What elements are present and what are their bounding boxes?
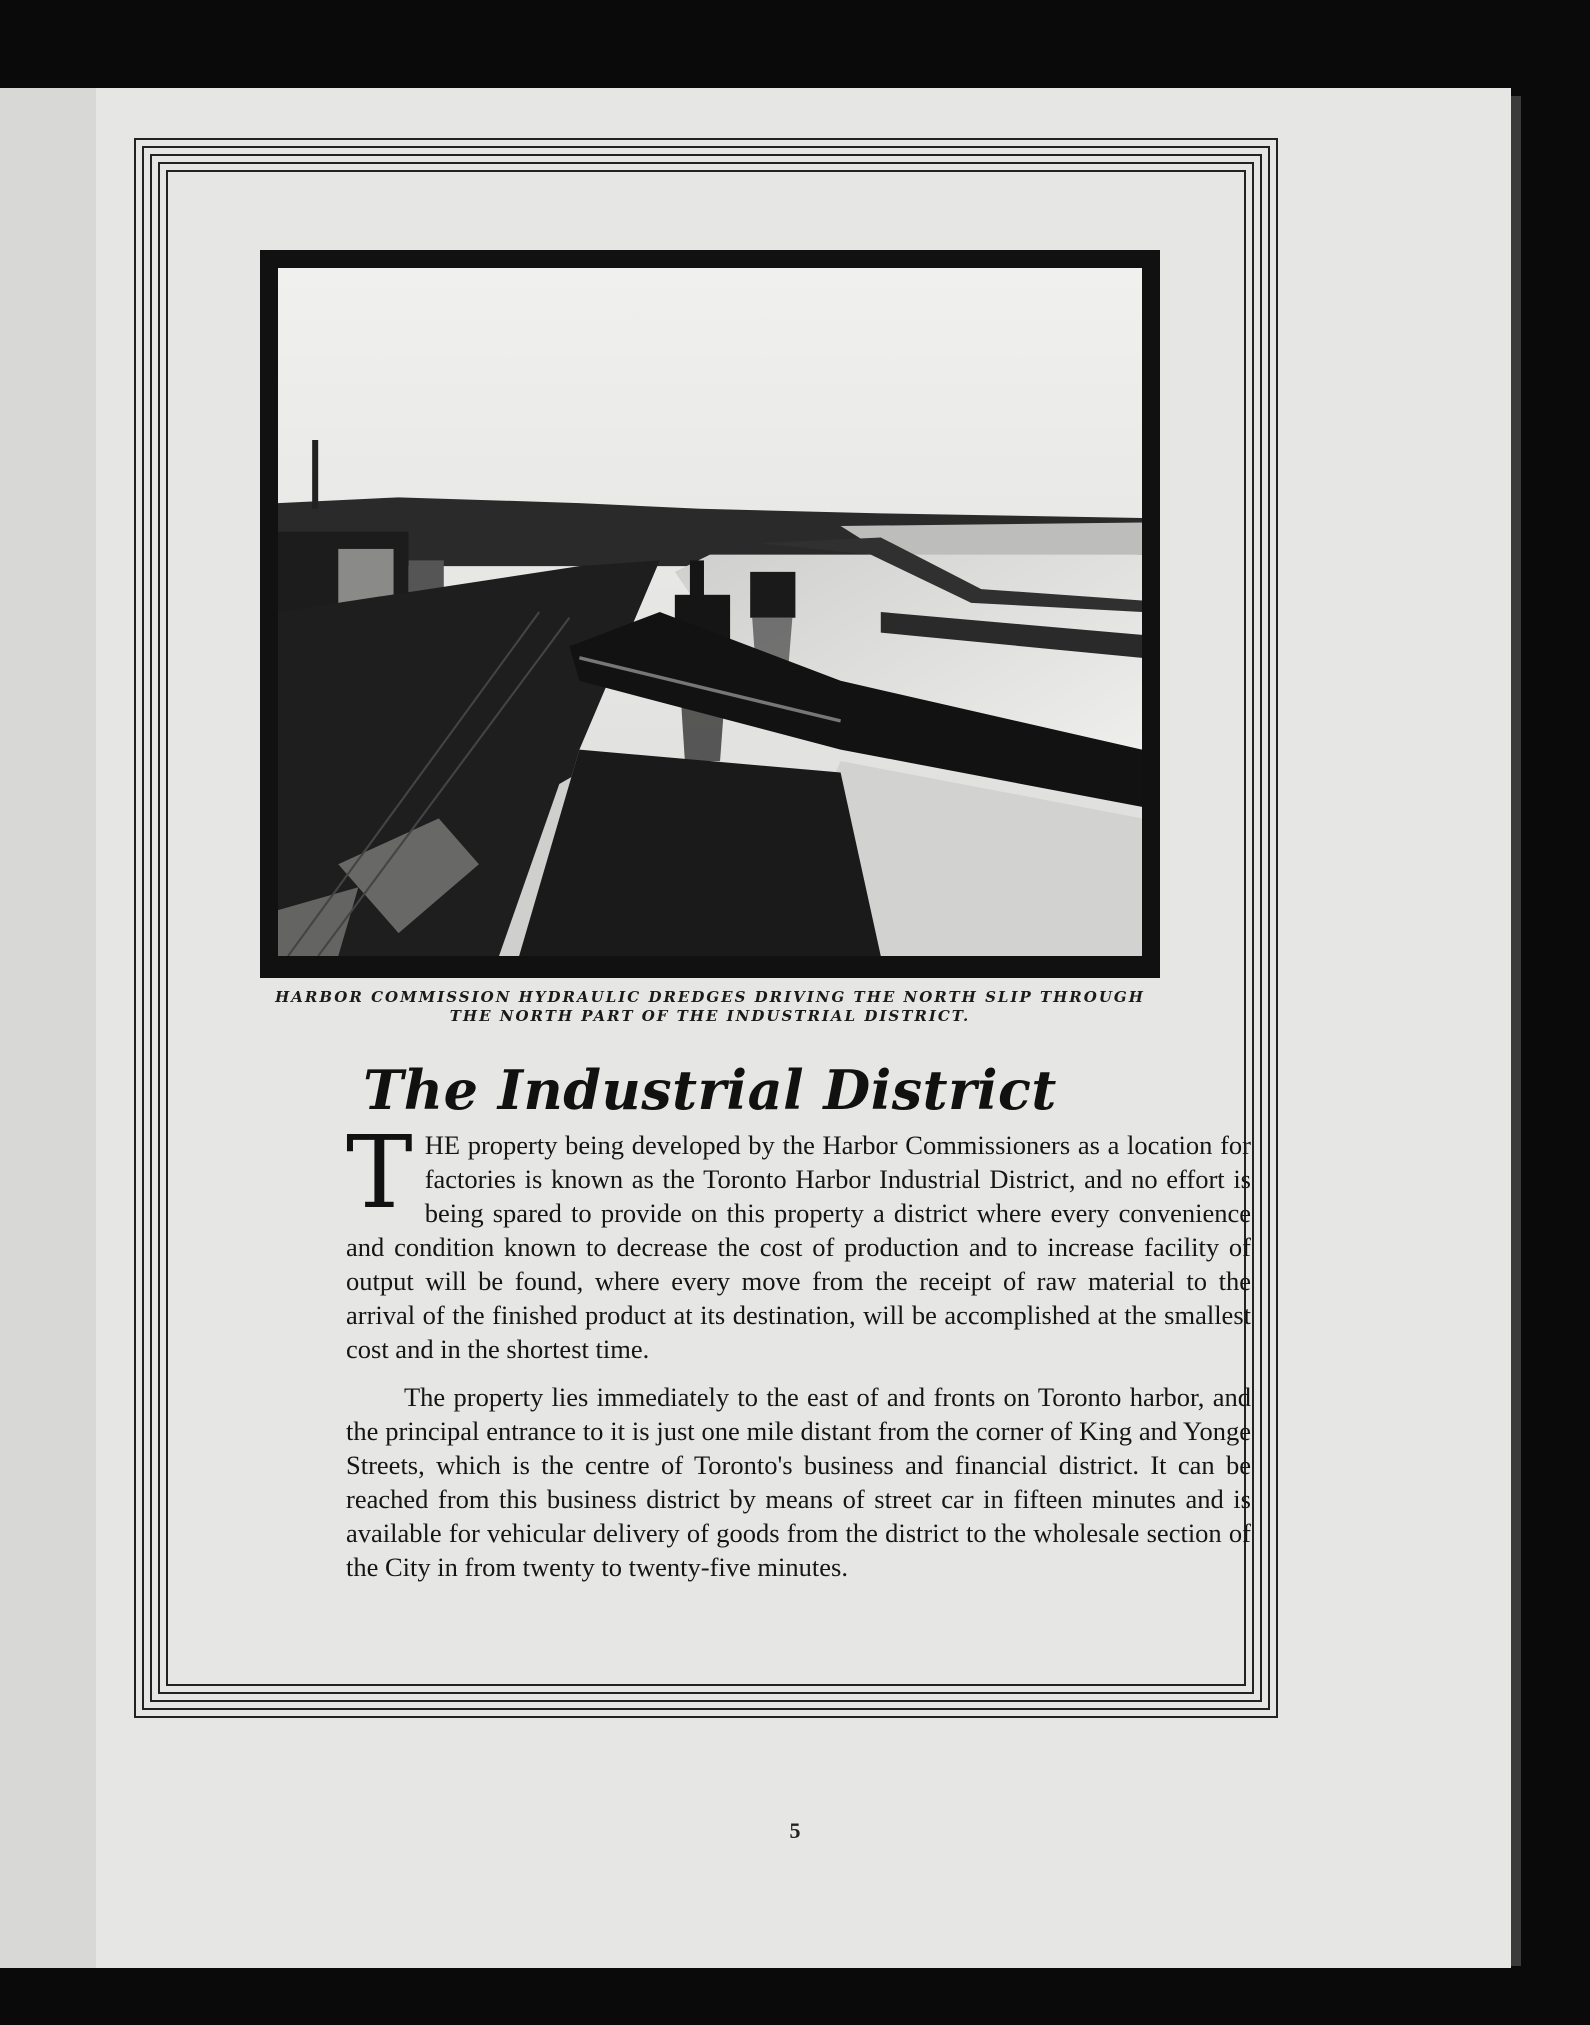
paragraph-1 [346, 1114, 1251, 1366]
harbor-photo-image [278, 268, 1142, 956]
page-number: 5 [789, 1818, 801, 1843]
page-edge-shadow [1511, 96, 1521, 1966]
photo-caption [230, 988, 1190, 1026]
caption-line-1: HARBOR COMMISSION HYDRAULIC DREDGES DRIVING THE NORTH SLIP THROUGH [275, 988, 1145, 1006]
body-text [346, 1114, 1251, 1598]
harbor-photograph [260, 250, 1160, 978]
paragraph-2: The property lies immediately to the east of and fronts on Toronto harbor, and the principal entrance to it is just one mile distant from the corner of King and Yonge Streets, which is the centre of Toronto's business and financial district. It can be reached from this business district by means of street car in fifteen minutes and is available for vehicular delivery of goods from the district to the wholesale section of the City in from twenty to twenty-five minutes. [346, 1382, 1251, 1582]
drop-cap: T [346, 1114, 413, 1231]
caption-line-2: THE NORTH PART OF THE INDUSTRIAL DISTRICT. [449, 1007, 971, 1025]
section-title: The Industrial District [363, 1058, 1057, 1122]
paragraph-1-text: HE property being developed by the Harbor Commissioners as a location for factories is known as the Toronto Harbor Industrial District, and no effort is being spared to provide on this property a district where every convenience and condition known to decrease the cost of production and to increase facility of output will be found, where every move from the receipt of raw material to the arrival of the finished product at its destination, will be accomplished at the smallest cost and in the shortest time. [346, 1130, 1251, 1364]
facing-page-edge [0, 88, 99, 1968]
